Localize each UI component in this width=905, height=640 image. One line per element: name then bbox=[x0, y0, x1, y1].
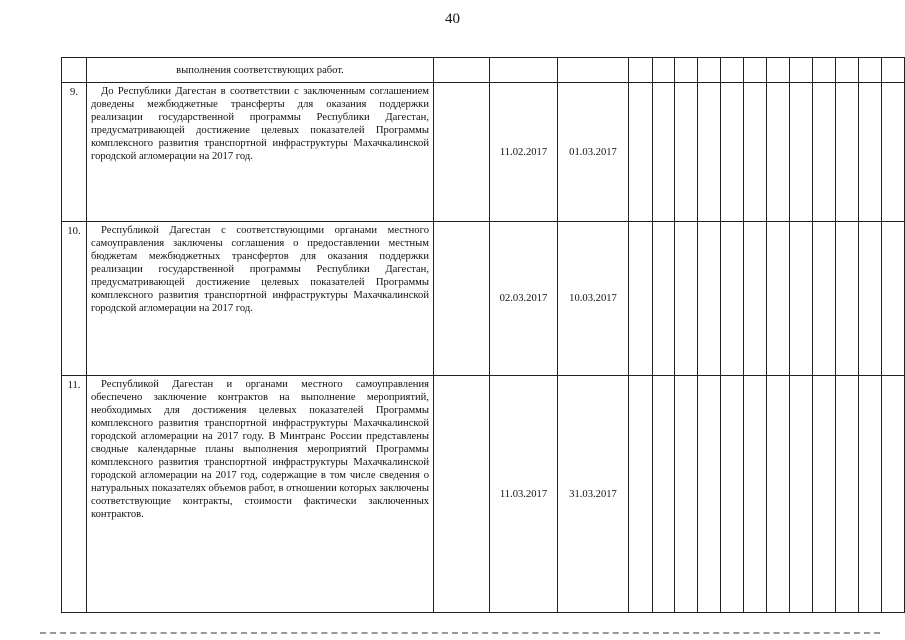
row-number: 9. bbox=[62, 83, 87, 222]
row-description: Республикой Дагестан с соответствующими органами местного самоуправления заключены соглашения о предоставлении местным бюджетам межбюджетных трансфертов для оказания поддержки реализации государственной программы Республики Дагестан, предусматривающей достижение целевых показателей Программы комплексного развития транспортной инфраструктуры Махачкалинской городской агломерации на 2017 год. bbox=[87, 222, 434, 376]
start-date: 02.03.2017 bbox=[490, 222, 558, 376]
description-cell: выполнения соответствующих работ. bbox=[87, 58, 434, 83]
page-number: 40 bbox=[445, 11, 460, 27]
end-date: 31.03.2017 bbox=[558, 376, 629, 613]
table-row bbox=[62, 222, 905, 376]
row-description: Республикой Дагестан и органами местного самоуправления обеспечено заключение контрактов на выполнение мероприятий, необходимых для достижения целевых показателей Программы комплексного развития транспортной инфраструктуры Махачкалинской городской агломерации на 2017 году. В Минтранс России представлены сводные календарные планы выполнения мероприятий Программы комплексного развития транспортной инфраструктуры Махачкалинской городской агломерации на 2017 год, содержащие в том числе сведения о натуральных показателях объемов работ, в отношении которых заключены соответствующие контракты, стоимости фактически заключенных контрактов. bbox=[87, 376, 434, 613]
row-description: До Республики Дагестан в соответствии с заключенным соглашением доведены межбюджетные трансферты для оказания поддержки реализации государственной программы Республики Дагестан, предусматривающей достижение целевых показателей Программы комплексного развития транспортной инфраструктуры Махачкалинской городской агломерации на 2017 год. bbox=[87, 83, 434, 222]
end-date: 01.03.2017 bbox=[558, 83, 629, 222]
table-row bbox=[62, 83, 905, 222]
table-row bbox=[62, 376, 905, 613]
number-cell bbox=[62, 58, 87, 83]
start-date: 11.03.2017 bbox=[490, 376, 558, 613]
row-number: 10. bbox=[62, 222, 87, 376]
row-number: 11. bbox=[62, 376, 87, 613]
table-row-continuation bbox=[62, 58, 905, 83]
start-date: 11.02.2017 bbox=[490, 83, 558, 222]
schedule-table bbox=[61, 57, 905, 613]
page-edge-rule bbox=[40, 632, 880, 634]
end-date: 10.03.2017 bbox=[558, 222, 629, 376]
